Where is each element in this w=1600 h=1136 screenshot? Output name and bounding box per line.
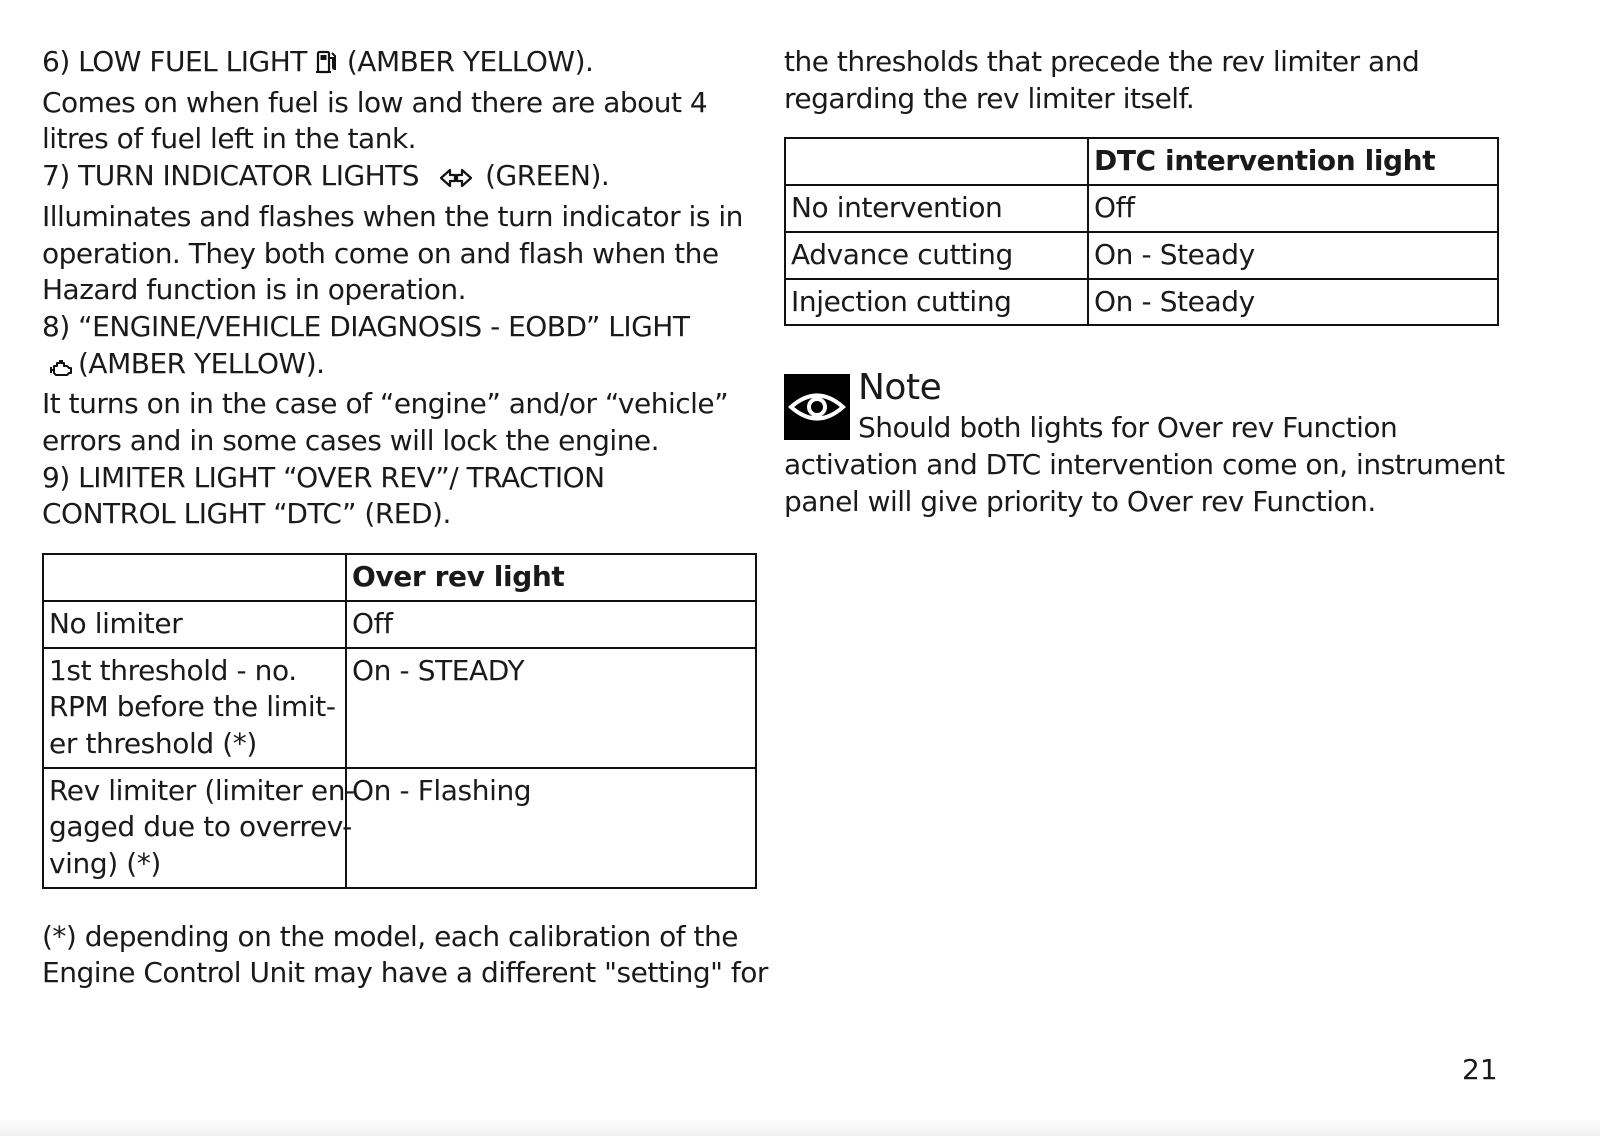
continuation-line-2: regarding the rev limiter itself. [784, 81, 1195, 115]
table-row [785, 232, 1498, 279]
item-6-heading [42, 44, 757, 85]
item-6-line-1: Comes on when fuel is low and there are about 4 [42, 85, 708, 119]
item-9-heading-line-1: 9) LIMITER LIGHT “OVER REV”/ TRACTION [42, 460, 605, 494]
item-7-heading-suffix: (GREEN). [485, 159, 610, 193]
item-6-low-fuel-light [42, 44, 757, 158]
note-block [784, 366, 1505, 520]
label-line: ving) (*) [49, 847, 161, 881]
footnote [42, 919, 768, 992]
note-line-2: activation and DTC intervention come on, instrument [784, 447, 1505, 481]
item-6-heading-prefix: 6) LOW FUEL LIGHT [42, 45, 307, 78]
item-9-heading-line-2: CONTROL LIGHT “DTC” (RED). [42, 497, 451, 531]
table-row [785, 279, 1498, 326]
item-8-heading-suffix: (AMBER YELLOW). [78, 346, 325, 380]
table-cell-value: On - STEADY [346, 648, 756, 768]
footnote-line-2: Engine Control Unit may have a different "setting" for [42, 956, 768, 990]
table-row [43, 601, 756, 648]
table-header-cell: Over rev light [346, 554, 756, 601]
left-column [42, 44, 768, 992]
continuation-line-1: the thresholds that precede the rev limiter and [784, 45, 1420, 78]
continuation-text [784, 44, 1500, 117]
label-line: gaged due to overrev- [49, 810, 352, 844]
item-8-engine-diagnosis-light [42, 309, 757, 460]
table-cell-label: No intervention [785, 185, 1088, 232]
engine-icon [48, 350, 74, 387]
table-cell-value: Off [1088, 185, 1498, 232]
item-9-limiter-light [42, 460, 757, 533]
table-cell-value: On - Steady [1088, 232, 1498, 279]
right-column [784, 44, 1505, 520]
label-line: No limiter [49, 606, 183, 640]
item-8-line-2: errors and in some cases will lock the engine. [42, 424, 660, 458]
eye-icon [784, 374, 850, 440]
table-cell-value: On - Flashing [346, 768, 756, 888]
table-cell-label: Advance cutting [785, 232, 1088, 279]
table-header-row [43, 554, 756, 601]
turn-indicator-arrows-icon [439, 162, 473, 199]
label-line: Rev limiter (limiter en- [49, 773, 355, 807]
table-header-cell [785, 138, 1088, 185]
table-header-cell [43, 554, 346, 601]
item-7-heading [42, 158, 757, 199]
item-8-line-1: It turns on in the case of “engine” and/or “vehicle” [42, 387, 729, 421]
table-cell-label [43, 768, 355, 888]
item-7-line-1: Illuminates and flashes when the turn indicator is in [42, 199, 743, 233]
over-rev-table [42, 553, 757, 889]
label-line: RPM before the limit- [49, 690, 336, 724]
dtc-table [784, 137, 1499, 326]
table-header-row [785, 138, 1498, 185]
table-row [785, 185, 1498, 232]
item-8-heading-line-1: 8) “ENGINE/VEHICLE DIAGNOSIS - EOBD” LIGHT [42, 309, 690, 343]
item-6-heading-suffix: (AMBER YELLOW). [346, 45, 594, 78]
note-title: Note [858, 367, 942, 409]
table-cell-value: Off [346, 601, 756, 648]
item-7-line-2: operation. They both come on and flash when the [42, 236, 719, 270]
item-7-line-3: Hazard function is in operation. [42, 273, 467, 307]
label-line: er threshold (*) [49, 726, 257, 760]
table-cell-label [43, 648, 346, 768]
page-bottom-edge [0, 1118, 1600, 1136]
table-cell-value: On - Steady [1088, 279, 1498, 326]
note-line-3: panel will give priority to Over rev Function. [784, 484, 1376, 518]
table-row [43, 768, 756, 888]
table-header-cell: DTC intervention light [1088, 138, 1498, 185]
table-cell-label: Injection cutting [785, 279, 1088, 326]
page-number: 21 [1462, 1053, 1498, 1086]
note-line-1: Should both lights for Over rev Function [858, 411, 1398, 445]
footnote-line-1: (*) depending on the model, each calibration of the [42, 919, 738, 953]
fuel-pump-icon [315, 48, 339, 85]
item-6-line-2: litres of fuel left in the tank. [42, 122, 417, 156]
table-row [43, 648, 756, 768]
item-7-turn-indicator-lights [42, 158, 757, 309]
item-8-heading-line-2 [42, 346, 757, 387]
label-line: 1st threshold - no. [49, 653, 297, 687]
note-text [784, 410, 1505, 520]
table-cell-label [43, 601, 346, 648]
item-7-heading-prefix: 7) TURN INDICATOR LIGHTS [42, 159, 420, 193]
